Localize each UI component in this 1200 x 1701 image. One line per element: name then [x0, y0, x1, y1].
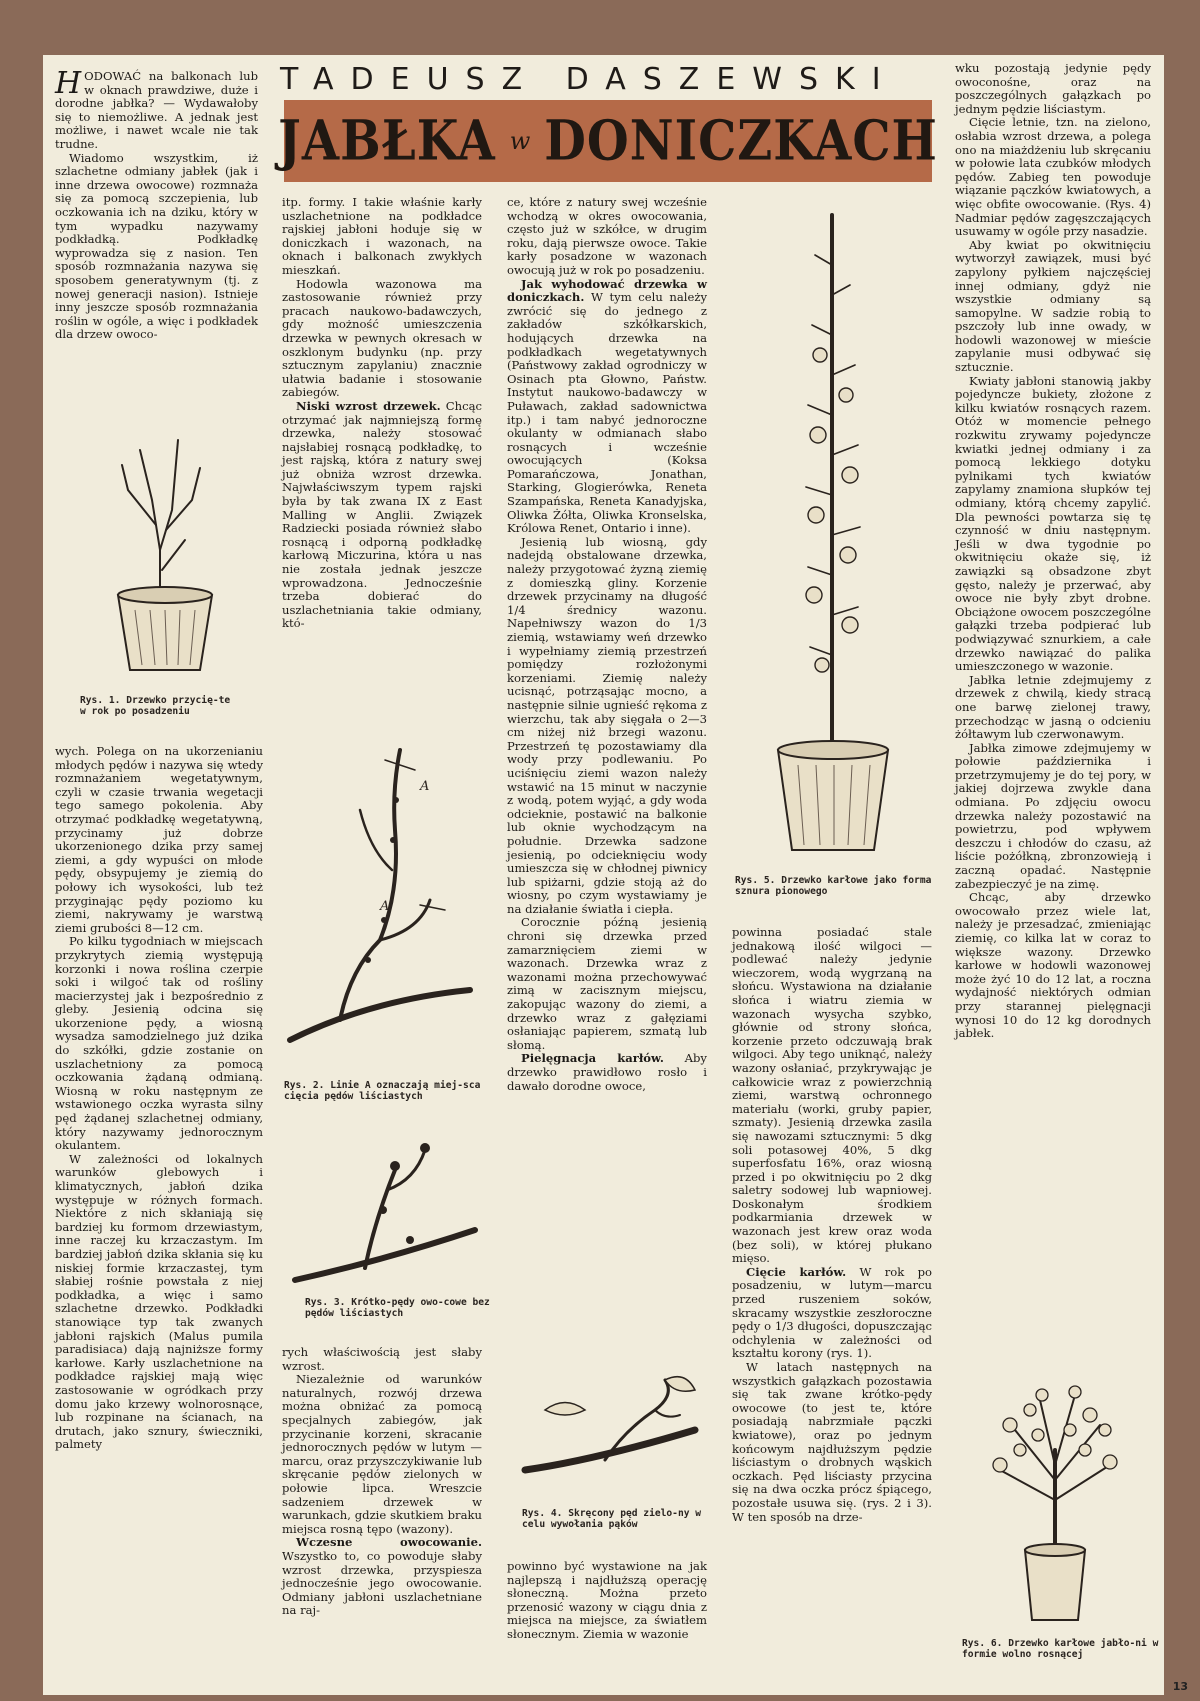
author-name: TADEUSZ DASZEWSKI [280, 62, 898, 97]
paragraph: Po kilku tygodniach w miejscach przykrytych ziemią występują korzonki i nowa roślina czerpie soki i wilgoć tak od rośliny macierzystej jak i bezpośrednio z gleby. Jesienią odcina się ukorzenione pędy, a wiosną wysadza samodzielnego już dzika do szkółki, gdzie zostanie on uszlachetniony za pomocą oczkowania żądaną odmianą. Wiosną w roku następnym ze wstawionego oczka wyrasta silny pęd żądanej szlachetnej odmiany, który nazywamy jednorocznym okulantem. [55, 934, 263, 1153]
paragraph: Jesienią lub wiosną, gdy nadejdą obstalowane drzewka, należy przygotować żyzną ziemię z domieszką gliny. Korzenie drzewek przycinamy na długość 1/4 średnicy wazonu. Napełniwszy wazon do 1/3 ziemią, wstawiamy weń drzewko i wypełniamy ziemią przestrzeń pomiędzy rozłożonymi korzeniami. Ziemię należy ucisnąć, potrząsając mocno, a następnie silnie ugnieść rękoma z wierzchu, tak aby sięgała o 2—3 cm niżej niż brzegi wazonu. Przestrzeń tę pozostawiamy dla wody przy podlewaniu. Po uciśnięciu ziemi wazon należy wstawić na 15 minut w naczynie z wodą, potem wyjąć, a gdy woda odcieknie, postawić na balkonie lub oknie wychodzącym na południe. Drzewka sadzone jesienią, po odcieknięciu wody umieszcza się w chłodnej piwnicy lub spiżarni, gdzie stoją aż do wiosny, po czym wystawiamy je na działanie światła i ciepła. [507, 534, 707, 916]
fig1-pruned-sapling-illustration [100, 430, 230, 680]
title-part-1: JABŁKA [278, 108, 496, 174]
paragraph: Corocznie późną jesienią chroni się drzewka przed zamarznięciem ziemi w wazonach. Drzewka wraz z wazonami można przechowywać zimą w zacisznym miejscu, zakopując wazony do ziemi, a drzewko wraz z gałęziami osłaniając papierem, szmatą lub słomą. [507, 915, 707, 1052]
section-paragraph: Pielęgnacja karłów. Aby drzewko prawidłowo rosło i dawało dorodne owoce, [507, 1051, 707, 1093]
column-2-top [282, 196, 482, 631]
paragraph: Cięcie letnie, tzn. na zielono, osłabia wzrost drzewa, a polega ono na miażdżeniu lub skręcaniu w połowie lata czubków młodych pędów. Zabieg ten powoduje wiązanie pączków kwiatowych, a więc obfite owocowanie. (Rys. 4) Nadmiar pędów zagęszczających usuwamy w ogóle przy nasadzie. [955, 115, 1151, 239]
paragraph: itp. formy. I takie właśnie karły uszlachetnione na podkładce rajskiej jabłoni hoduje się w doniczkach i wazonach, na oknach i balkonach zwykłych mieszkań. [282, 195, 482, 277]
paragraph: Jabłka letnie zdejmujemy z drzewek z chwilą, kiedy stracą one barwę zielonej trawy, przechodząc w jasną o odcieniu żółtawym lub czerwonawym. [955, 672, 1151, 742]
fig2-label-a-upper: A [420, 779, 430, 794]
page-number: 13 [1172, 1680, 1188, 1693]
fig4-twisted-shoot-illustration [515, 1370, 705, 1500]
title-connector: w [509, 127, 531, 155]
section-heading-low-growth: Niski wzrost drzewek. [296, 398, 441, 413]
column-2-bottom [282, 1346, 482, 1618]
section-heading-how-to-grow: Jak wyhodować drzewka w doniczkach. [507, 276, 707, 305]
section-heading-care: Pielęgnacja karłów. [521, 1051, 664, 1066]
paragraph: Aby kwiat po okwitnięciu wytworzył zawiązek, musi być zapylony pyłkiem najczęściej innej odmiany, gdyż nie wszystkie odmiany są samopylne. W sadzie robią to pszczoły lub inne owady, w hodowli wazonowej w mieście zapylanie musi odbywać się sztucznie. [955, 237, 1151, 375]
lead-paragraph: HODOWAĆ na balkonach lub w oknach prawdziwe, duże i dorodne jabłka? — Wydawałoby się to niemożliwe. A jednak jest możliwe, i nawet wcale nie tak trudne. [55, 66, 258, 151]
paragraph: Niezależnie od warunków naturalnych, rozwój drzewa można obniżać za pomocą specjalnych zabiegów, jak przycinanie korzeni, skracanie jednorocznych pędów w lutym — marcu, oraz przyszczykiwanie lub skręcanie pędów zielonych w połowie lipca. Wreszcie sadzeniem drzewek w warunkach, gdzie skutkiem braku miejsca rosną tępo (wazony). [282, 1372, 482, 1536]
column-1-bottom [55, 745, 263, 1452]
section-paragraph: Niski wzrost drzewek. Chcąc otrzymać jak najmniejszą formę drzewka, należy stosować najsłabiej rosnącą podkładkę, to jest rajską, która z natury swej już obniża wzrost drzewka. Najwłaściwszym typem rajski była by tak zwana IX z East Malling w Anglii. Związek Radziecki posiada również słabo rosnącą i odporną podkładkę karłową Miczurina, która u nas nie została jednak jeszcze wprowadzona. Jednocześnie trzeba dobierać do uszlachetniania takie odmiany, któ- [282, 398, 482, 631]
paragraph: Hodowla wazonowa ma zastosowanie również przy pracach naukowo-badawczych, gdy możność umieszczenia drzewka w pewnych okresach w oszklonym budynku (np. przy sztucznym zapylaniu) znacznie ułatwia badanie i stosowanie zabiegów. [282, 276, 482, 400]
title-banner [278, 100, 938, 182]
paragraph: Kwiaty jabłoni stanowią jakby pojedyncze bukiety, złożone z kilku kwiatów rosnących razem. Otóż w momencie pełnego rozkwitu zrywamy pojedyncze kwiatki jednej odmiany i za pomocą lekkiego dotyku pylnikami tych kwiatów zapylamy znamiona słupków tej odmiany, którą chcemy zapylić. Dla pewności powtarza się tę czynność w dniu następnym. Jeśli w dwa tygodnie po okwitnięciu okaże się, iż zawiązki są obsadzone zbyt gęsto, należy je przerwać, aby owoce nie były zbyt drobne. Obciążone owocem poszczególne gałązki trzeba podpierać lub podwiązywać sznurkiem, a całe drzewko nawiązać do palika umieszczonego w wazonie. [955, 373, 1151, 674]
section-paragraph: Jak wyhodować drzewka w doniczkach. W tym celu należy zwrócić się do jednego z zakładów szkółkarskich, hodujących drzewka na podkładkach wegetatywnych (Państwowy zakład ogrodniczy w Osinach pta Głowno, Państw. Instytut naukowo-badawczy w Puławach, zakład sadownictwa itp.) i tam nabyć jednoroczne okulanty w odmianach słabo rosnących i wcześnie owocujących (Koksa Pomarańczowa, Jonathan, Starking, Glogierówka, Reneta Szampańska, Reneta Kanadyjska, Oliwka Żółta, Oliwka Kronselska, Królowa Renet, Ontario i inne). [507, 276, 708, 536]
fig2-cutting-lines-illustration [280, 740, 480, 1070]
paragraph: Wiadomo wszystkim, iż szlachetne odmiany jabłek (jak i inne drzewa owocowe) rozmnaża się za pomocą szczepienia, lub oczkowania ich na dziku, który w tym wypadku nazywamy podkładką. Podkładkę wyprowadza się z nasion. Ten sposób rozmnażania nazywa się sposobem generatywnym (tj. z nowej generacji nasion). Istnieje inny jeszcze sposób rozmnażania roślin w ogóle, a więc i podkładek dla drzew owoco- [55, 150, 258, 342]
fig6-caption: Rys. 6. Drzewko karłowe jabło-ni w formie wolno rosnącej [962, 1638, 1159, 1660]
section-paragraph: Wczesne owocowanie. Wszystko to, co powoduje słaby wzrost drzewka, przyspiesza jednocześnie jego owocowanie. Odmiany jabłoni uszlachetniane na raj- [282, 1535, 482, 1618]
paragraph: wych. Polega on na ukorzenianiu młodych pędów i nazywa się wtedy rozmnażaniem wegetatywnym, czyli w czasie trwania wegetacji tego samego pokolenia. Aby otrzymać podkładkę wegetatywną, przycinamy już dobrze ukorzenionego dzika przy samej ziemi, a gdy wypuści on młode pędy, obsypujemy je ziemią do połowy ich wysokości, lub też przyginając pędy poziomo ku ziemi, nakrywamy je warstwą ziemi grubości 8—12 cm. [55, 744, 263, 935]
column-1-top [55, 66, 258, 342]
paragraph: powinno być wystawione na jak najlepszą i najdłuższą operację słoneczną. Można przeto przenosić wazony w ciągu dnia z miejsca na miejsce, za światłem słonecznym. Ziemia w wazonie [507, 1559, 707, 1641]
paragraph: W latach następnych na wszystkich gałązkach pozostawia się tak zwane krótko-pędy owocowe (to jest te, które posiadają nabrzmiałe pączki kwiatowe), oraz po jednym końcowym najdłuższym pędzie liściastym o drobnych wąskich oczkach. Pęd liściasty przycina się na dwa oczka prócz śpiącego, pozostałe usuwa się. (rys. 2 i 3). W ten sposób na drze- [732, 1360, 932, 1524]
paragraph: ce, które z natury swej wcześnie wchodzą w okres owocowania, często już w szkółce, w drugim roku, dają pierwsze owoce. Takie karły posadzone w wazonach owocują już w rok po posadzeniu. [507, 195, 707, 277]
column-5 [955, 62, 1151, 1041]
column-4 [732, 926, 932, 1524]
paragraph: W zależności od lokalnych warunków glebowych i klimatycznych, jabłoń dzika występuje w różnych formach. Niektóre z nich skłaniają się bardziej ku formom drzewiastym, inne raczej ku krzaczastym. Im bardziej jabłoń dzika skłania się ku niskiej formie krzaczastej, tym słabiej rośnie powstała z niej podkładka, a więc i samo szlachetne drzewko. Podkładki stanowiące typ tak zwanych jabłoni rajskich (Malus pumila paradisiaca) dają najniższe formy karłowe. Karły uszlachetnione na podkładce rajskiej mają więc zastosowanie w ogródkach przy domu jako krzewy wolnorosnące, lub rozpinane na ścianach, na drutach, jako sznury, świeczniki, palmety [55, 1151, 263, 1452]
fig2-caption: Rys. 2. Linie A oznaczają miej-sca cięcia pędów liściastych [284, 1080, 481, 1102]
fig3-caption: Rys. 3. Krótko-pędy owo-cowe bez pędów liściastych [305, 1297, 490, 1319]
fig6-free-growing-dwarf-tree-illustration [960, 1370, 1150, 1630]
column-3-bottom [507, 1560, 707, 1642]
fig1-caption: Rys. 1. Drzewko przycię-te w rok po posadzeniu [80, 695, 231, 717]
section-paragraph: Cięcie karłów. W rok po posadzeniu, w lutym—marcu przed ruszeniem soków, skracamy wszystkie zeszłoroczne pędy o 1/3 długości, dopuszczając odchylenia w zależności od kształtu korony (rys. 1). [732, 1264, 932, 1361]
paragraph: powinna posiadać stale jednakową ilość wilgoci — podlewać należy jedynie wieczorem, wodą wygrzaną na słońcu. Wystawiona na działanie słońca i wiatru ziemia w wazonach wysycha szybko, głównie od strony słońca, korzenie przeto odczuwają brak wilgoci. Aby tego uniknąć, należy wazony osłaniać, przykrywając je całkowicie wraz z powierzchnią ziemi, warstwą ochronnego materiału (worki, gruby papier, szmaty). Jesienią drzewka zasila się nawozami sztucznymi: 5 dkg soli potasowej 40%, 5 dkg superfosfatu 16%, oraz wiosną przed i po okwitnięciu po 2 dkg saletry sodowej lub wapniowej. Doskonałym środkiem podkarmiania drzewek w wazonach jest krew oraz woda (bez soli), w której płukano mięso. [732, 925, 932, 1266]
drop-cap: H [55, 66, 82, 101]
fig5-caption: Rys. 5. Drzewko karłowe jako forma sznura pionowego [735, 875, 932, 897]
paragraph: rych właściwością jest słaby wzrost. [282, 1345, 482, 1373]
fig5-vertical-cordon-tree-illustration [770, 205, 900, 865]
paragraph: wku pozostają jedynie pędy owoconośne, oraz na poszczególnych gałązkach po jednym pędzie liściastym. [955, 61, 1151, 116]
section-heading-pruning: Cięcie karłów. [746, 1264, 847, 1279]
fig4-caption: Rys. 4. Skręcony pęd zielo-ny w celu wywołania pąków [522, 1508, 702, 1530]
section-heading-early-fruiting: Wczesne owocowanie. [296, 1535, 482, 1550]
paragraph: Chcąc, aby drzewko owocowało przez wiele lat, należy je przesadzać, zmieniając ziemię, co kilka lat w coraz to większe wazony. Drzewko karłowe w hodowli wazonowej może żyć 10 do 12 lat, a roczna wydajność niektórych odmian przy starannej pielęgnacji wynosi 10 do 12 kg dorodnych jabłek. [955, 890, 1151, 1041]
title-part-2: DONICZKACH [544, 108, 938, 174]
paragraph: Jabłka zimowe zdejmujemy w połowie października i przetrzymujemy je do tej pory, w jakiej dojrzewa zwykle dana odmiana. Po zdjęciu owocu drzewka należy pozostawić na powietrzu, pod wpływem deszczu i chłodów do czasu, aż liście pożółkną, zbronzowieją i zaczną opadać. Następnie zabezpieczyć je na zimę. [955, 740, 1151, 891]
fig2-label-a-lower: A [380, 899, 390, 914]
column-3-top [507, 196, 707, 1093]
fig3-fruit-spurs-illustration [285, 1130, 485, 1290]
